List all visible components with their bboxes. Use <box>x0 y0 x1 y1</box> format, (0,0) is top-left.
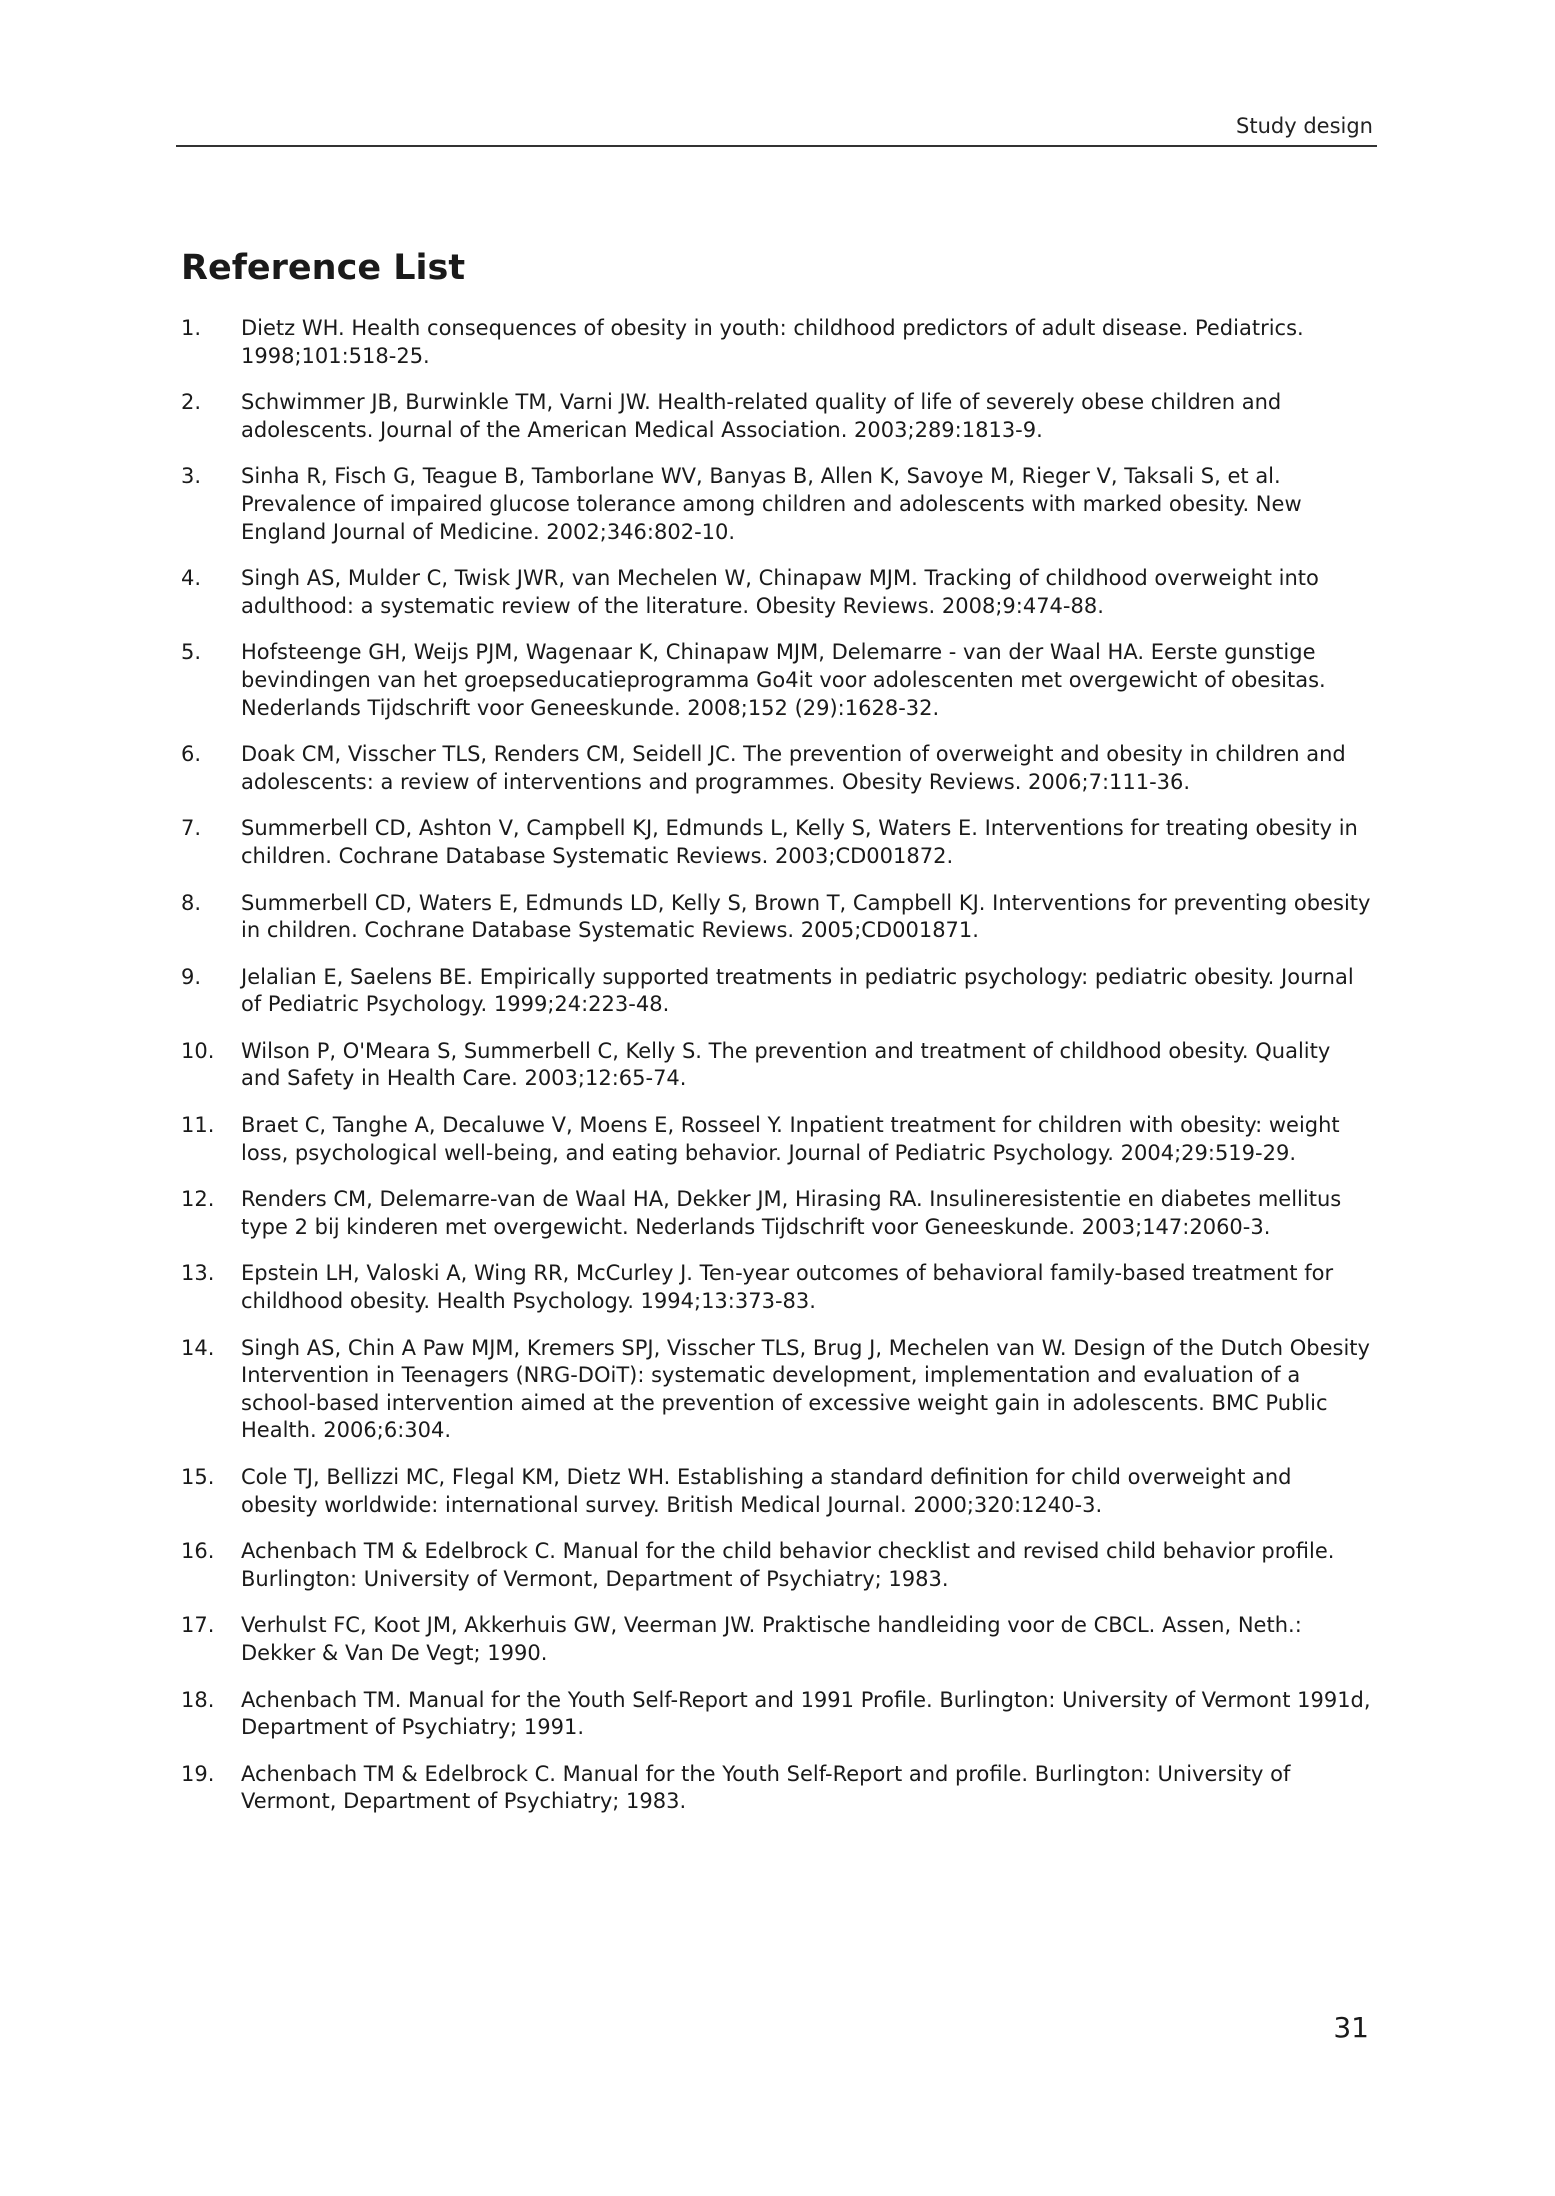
page-number: 31 <box>1333 2011 1369 2044</box>
reference-item <box>181 1260 1381 1315</box>
reference-number: 5. <box>181 640 202 665</box>
reference-number: 14. <box>181 1335 215 1360</box>
reference-number: 11. <box>181 1113 215 1138</box>
reference-item <box>181 565 1381 620</box>
reference-number: 9. <box>181 964 202 989</box>
reference-number: 4. <box>181 566 202 591</box>
reference-item <box>181 639 1381 722</box>
reference-text: Braet C, Tanghe A, Decaluwe V, Moens E, Rosseel Y. Inpatient treatment for children with obesity: weight loss, psychological well-being, and eating behavior. Journal of Pediatric Psychology. 2004;29:519-29. <box>241 1113 1340 1165</box>
reference-number: 2. <box>181 390 202 415</box>
reference-text: Achenbach TM & Edelbrock C. Manual for the Youth Self-Report and profile. Burlington: University of Vermont, Department of Psychiatry; 1983. <box>241 1761 1291 1814</box>
reference-number: 1. <box>181 316 202 340</box>
reference-number: 15. <box>181 1465 215 1489</box>
reference-number: 10. <box>181 1038 215 1063</box>
reference-number: 13. <box>181 1261 215 1286</box>
reference-number: 17. <box>181 1613 215 1638</box>
reference-item <box>181 389 1381 444</box>
reference-text: Verhulst FC, Koot JM, Akkerhuis GW, Veerman JW. Praktische handleiding voor de CBCL. Assen, Neth.: Dekker & Van De Vegt; 1990. <box>241 1613 1302 1665</box>
reference-number: 18. <box>181 1687 215 1712</box>
reference-text: Sinha R, Fisch G, Teague B, Tamborlane WV, Banyas B, Allen K, Savoye M, Rieger V, Taksali S, et al. Prevalence of impaired glucose tolerance among children and adolescents with marked obesity. New England Journal of Medicine. 2002;346:802-10. <box>241 464 1302 544</box>
section-title: Reference List <box>181 248 466 288</box>
reference-number: 7. <box>181 816 202 841</box>
reference-item <box>181 1538 1381 1593</box>
reference-text: Singh AS, Mulder C, Twisk JWR, van Mechelen W, Chinapaw MJM. Tracking of childhood overweight into adulthood: a systematic review of the literature. Obesity Reviews. 2008;9:474-88. <box>241 566 1319 618</box>
reference-item <box>181 315 1381 370</box>
reference-number: 8. <box>181 890 202 915</box>
reference-item <box>181 741 1381 796</box>
reference-item <box>181 1761 1381 1816</box>
reference-text: Hofsteenge GH, Weijs PJM, Wagenaar K, Chinapaw MJM, Delemarre - van der Waal HA. Eerste gunstige bevindingen van het groepseducatieprogramma Go4it voor adolescenten met overgewicht of obesitas. Nederlands Tijdschrift voor Geneeskunde. 2008;152 (29):1628-32. <box>241 640 1326 720</box>
reference-text: Jelalian E, Saelens BE. Empirically supported treatments in pediatric psychology: pediatric obesity. Journal of Pediatric Psychology. 1999;24:223-48. <box>241 964 1354 1017</box>
reference-item <box>181 1464 1381 1519</box>
reference-item <box>181 815 1381 870</box>
reference-text: Cole TJ, Bellizzi MC, Flegal KM, Dietz WH. Establishing a standard definition for child overweight and obesity worldwide: international survey. British Medical Journal. 2000;320:1240-3. <box>241 1465 1292 1517</box>
reference-text: Epstein LH, Valoski A, Wing RR, McCurley J. Ten-year outcomes of behavioral family-based treatment for childhood obesity. Health Psychology. 1994;13:373-83. <box>241 1261 1334 1314</box>
reference-number: 19. <box>181 1761 215 1786</box>
running-header <box>176 112 1377 147</box>
reference-text: Renders CM, Delemarre-van de Waal HA, Dekker JM, Hirasing RA. Insulineresistentie en diabetes mellitus type 2 bij kinderen met overgewicht. Nederlands Tijdschrift voor Geneeskunde. 2003;147:2060-3. <box>241 1187 1342 1239</box>
reference-item <box>181 1687 1381 1742</box>
reference-text: Summerbell CD, Waters E, Edmunds LD, Kelly S, Brown T, Campbell KJ. Interventions for preventing obesity in children. Cochrane Database Systematic Reviews. 2005;CD001871. <box>241 890 1371 943</box>
reference-text: Doak CM, Visscher TLS, Renders CM, Seidell JC. The prevention of overweight and obesity in children and adolescents: a review of interventions and programmes. Obesity Reviews. 2006;7:111-36. <box>241 742 1346 794</box>
reference-text: Dietz WH. Health consequences of obesity in youth: childhood predictors of adult disease. Pediatrics. 1998;101:518-25. <box>241 316 1304 368</box>
reference-number: 3. <box>181 464 202 489</box>
reference-text: Summerbell CD, Ashton V, Campbell KJ, Edmunds L, Kelly S, Waters E. Interventions for treating obesity in children. Cochrane Database Systematic Reviews. 2003;CD001872. <box>241 816 1358 868</box>
reference-text: Singh AS, Chin A Paw MJM, Kremers SPJ, Visscher TLS, Brug J, Mechelen van W. Design of the Dutch Obesity Intervention in Teenagers (NRG-DOiT): systematic development, implementation and evaluation of a school-based intervention aimed at the prevention of excessive weight gain in adolescents. BMC Public Health. 2006;6:304. <box>241 1335 1370 1443</box>
reference-number: 6. <box>181 742 202 767</box>
reference-text: Achenbach TM & Edelbrock C. Manual for the child behavior checklist and revised child behavior profile. Burlington: University of Vermont, Department of Psychiatry; 1983. <box>241 1539 1335 1591</box>
reference-item <box>181 890 1381 945</box>
reference-list <box>181 315 1381 1835</box>
running-header-title: Study design <box>1236 114 1373 138</box>
reference-number: 12. <box>181 1187 215 1212</box>
reference-text: Wilson P, O'Meara S, Summerbell C, Kelly S. The prevention and treatment of childhood obesity. Quality and Safety in Health Care. 2003;12:65-74. <box>241 1038 1331 1091</box>
reference-number: 16. <box>181 1539 215 1564</box>
reference-item <box>181 1038 1381 1093</box>
reference-item <box>181 1612 1381 1667</box>
reference-item <box>181 1335 1381 1445</box>
reference-text: Achenbach TM. Manual for the Youth Self-Report and 1991 Profile. Burlington: University of Vermont 1991d, Department of Psychiatry; 1991. <box>241 1687 1371 1740</box>
reference-item <box>181 463 1381 546</box>
reference-item <box>181 964 1381 1019</box>
reference-item <box>181 1186 1381 1241</box>
reference-item <box>181 1112 1381 1167</box>
reference-text: Schwimmer JB, Burwinkle TM, Varni JW. Health-related quality of life of severely obese children and adolescents. Journal of the American Medical Association. 2003;289:1813-9. <box>241 390 1282 442</box>
